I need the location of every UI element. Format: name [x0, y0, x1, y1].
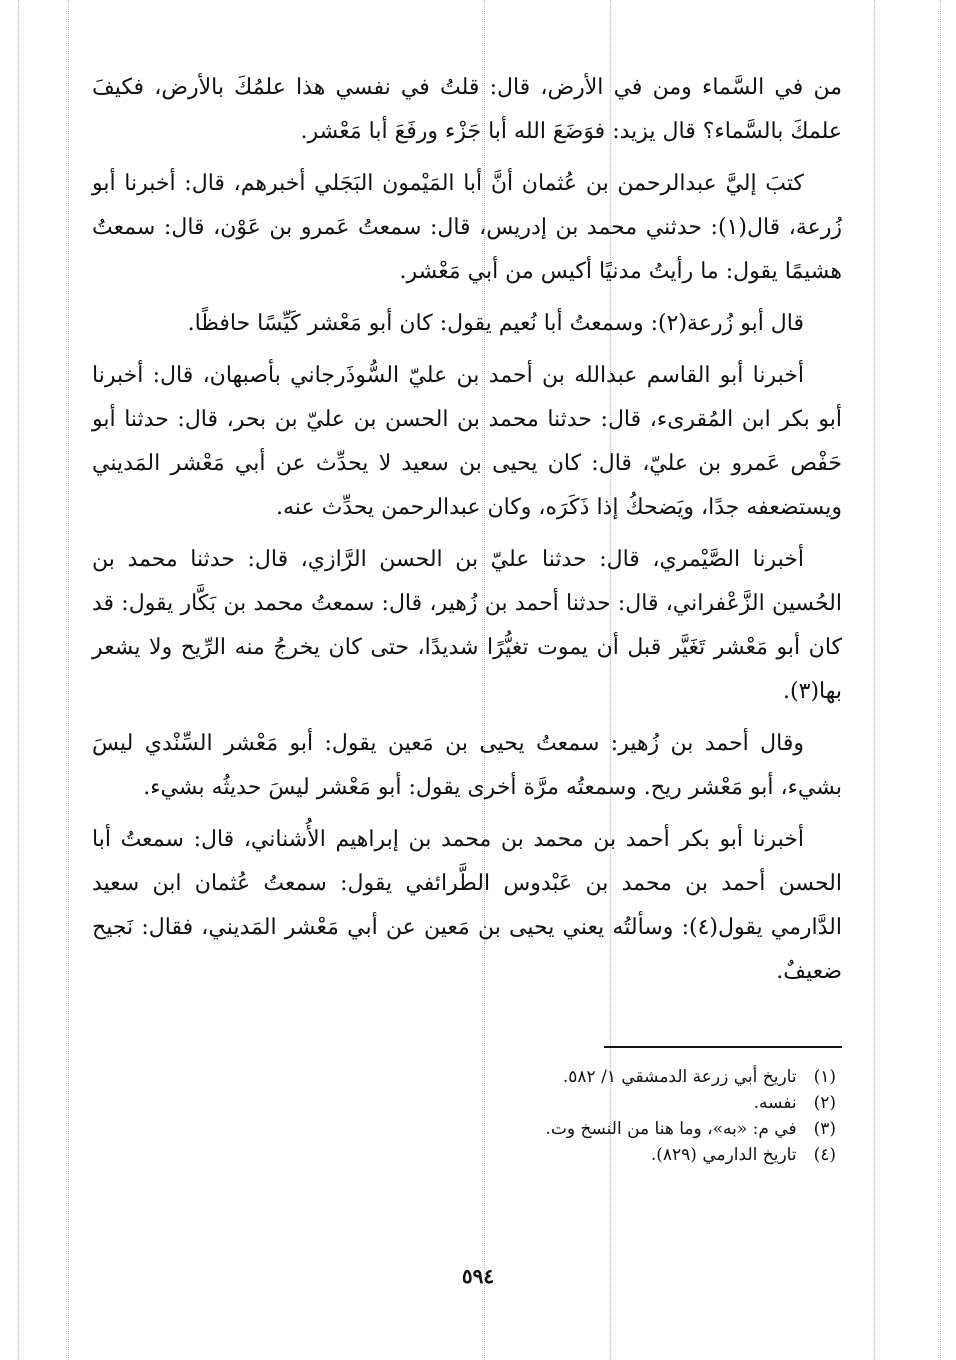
paragraph-5: أخبرنا الصَّيْمري، قال: حدثنا عليّ بن الحسن الرَّازي، قال: حدثنا محمد بن الحُسين الزَّعْفراني، قال: حدثنا أحمد بن زُهير، قال: سمعتُ محمد بن بَكَّار يقول: قد كان أبو مَعْشر تَغَيَّر قبل أن يموت تغيُّرًا شديدًا، حتى كان يخرجُ منه الرِّيح ولا يشعر بها(٣).: [92, 547, 842, 704]
footnotes: [400, 1064, 836, 1168]
footnote-text: في م: «به»، وما هنا من النسخ وت.: [545, 1119, 797, 1139]
page-number: ٥٩٤: [461, 1264, 495, 1288]
margin-guide-line: [18, 0, 19, 1360]
footnote-number: (٣): [813, 1119, 836, 1139]
footnote-number: (٤): [813, 1145, 836, 1165]
paragraph-6: وقال أحمد بن زُهير: سمعتُ يحيى بن مَعين يقول: أبو مَعْشر السِّنْدي ليسَ بشيء، أبو مَعْشر ريح. وسمعتُه مرَّة أخرى يقول: أبو مَعْشر ليسَ حديثُه بشيء.: [92, 731, 842, 800]
footnote-1: [400, 1064, 836, 1090]
footnote-separator: [604, 1046, 842, 1048]
footnote-number: (١): [813, 1067, 836, 1087]
paragraph-7: أخبرنا أبو بكر أحمد بن محمد بن محمد بن إبراهيم الأُشناني، قال: سمعتُ أبا الحسن أحمد بن محمد بن عَبْدوس الطَّرائفي يقول: سمعتُ عُثمان ابن سعيد الدَّارمي يقول(٤): وسألتُه يعني يحيى بن مَعين عن أبي مَعْشر المَديني، فقال: نَجيح ضعيفٌ.: [92, 827, 842, 984]
footnote-text: نفسه.: [753, 1093, 797, 1113]
paragraph-4: أخبرنا أبو القاسم عبدالله بن أحمد بن عليّ السُّوذَرجاني بأصبهان، قال: أخبرنا أبو بكر ابن المُقرىء، قال: حدثنا محمد بن الحسن بن عليّ بن بحر، قال: حدثنا أبو حَفْص عَمرو بن عليّ، قال: كان يحيى بن سعيد لا يحدِّث عن أبي مَعْشر المَديني ويستضعفه جدًا، ويَضحكُ إذا ذَكَرَه، وكان عبدالرحمن يحدِّث عنه.: [92, 363, 842, 520]
footnote-text: تاريخ الدارمي (٨٢٩).: [650, 1145, 797, 1165]
main-text: [92, 66, 842, 1002]
footnote-number: (٢): [813, 1093, 836, 1113]
margin-guide-line: [940, 0, 941, 1360]
paragraph-2: كتبَ إليَّ عبدالرحمن بن عُثمان أنَّ أبا المَيْمون البَجَلي أخبرهم، قال: أخبرنا أبو زُرعة، قال(١): حدثني محمد بن إدريس، قال: سمعتُ عَمرو بن عَوْن، قال: سمعتُ هشيمًا يقول: ما رأيتُ مدنيًا أكيس من أبي مَعْشر.: [92, 171, 842, 284]
footnote-2: [400, 1090, 836, 1116]
paragraph-3: قال أبو زُرعة(٢): وسمعتُ أبا نُعيم يقول: كان أبو مَعْشر كَيِّسًا حافظًا.: [187, 311, 804, 336]
paragraph-1: من في السَّماء ومن في الأرض، قال: قلتُ في نفسي هذا علمُكَ بالأرض، فكيفَ علمكَ بالسَّماء؟ قال يزيد: فوَضَعَ الله أبا جَزْء ورفَعَ أبا مَعْشر.: [92, 75, 842, 144]
margin-guide-line: [874, 0, 875, 1360]
footnote-4: [400, 1142, 836, 1168]
footnote-text: تاريخ أبي زرعة الدمشقي ١/ ٥٨٢.: [562, 1067, 797, 1087]
footnote-3: [400, 1116, 836, 1142]
margin-guide-line: [68, 0, 69, 1360]
